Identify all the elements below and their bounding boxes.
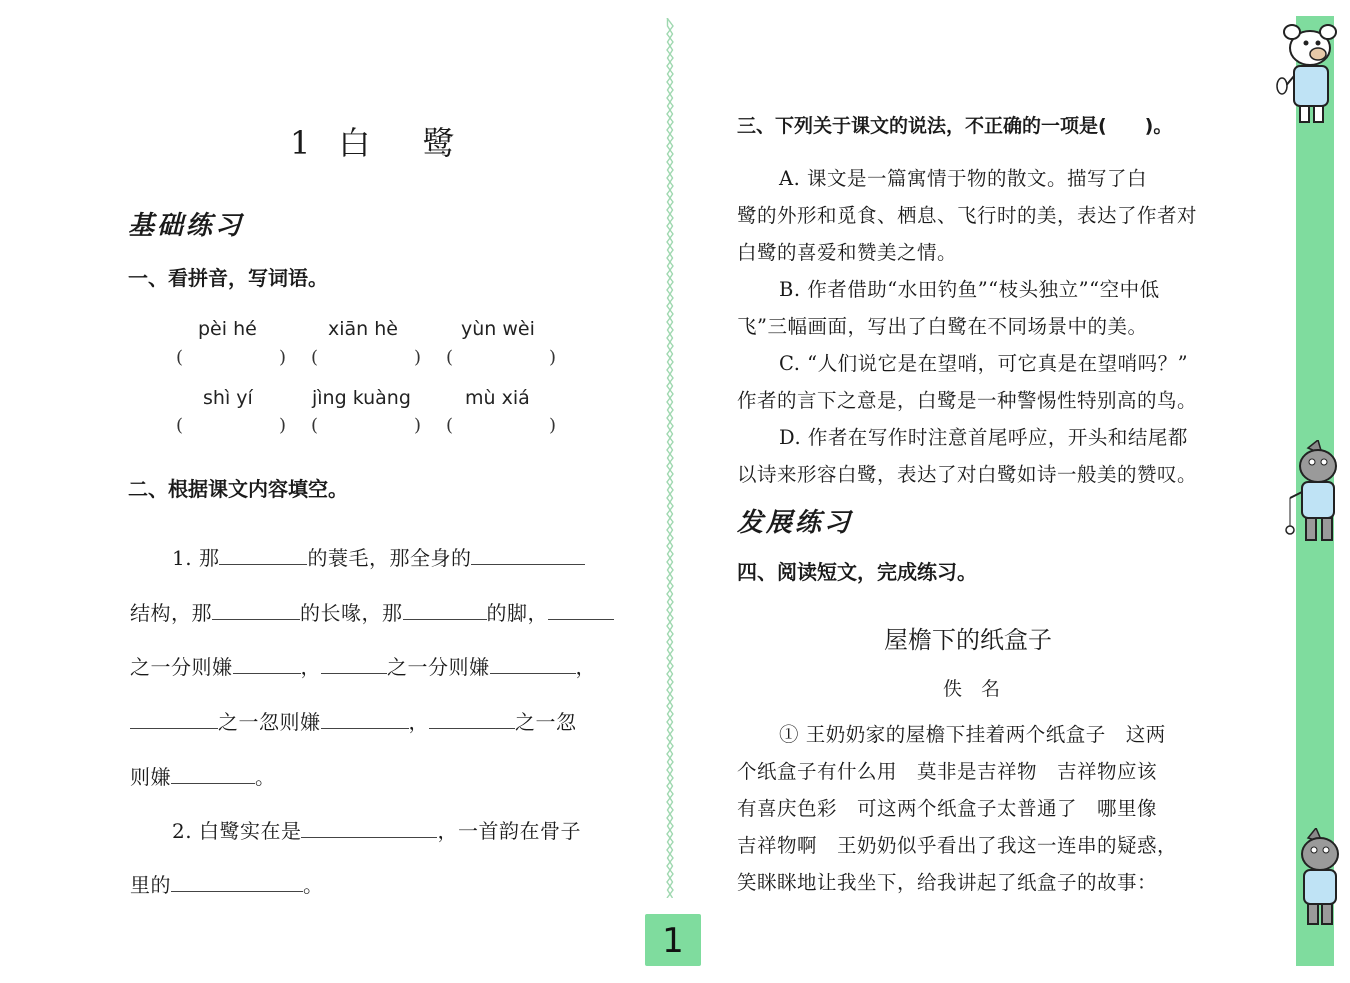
blank-input[interactable] bbox=[130, 707, 218, 729]
fill-line-1: 1. 那 的蓑毛，那全身的 bbox=[172, 540, 585, 577]
cartoon-pig-icon bbox=[1270, 18, 1348, 126]
story-line-2: 个纸盒子有什么用 莫非是吉祥物 吉祥物应该 bbox=[737, 760, 1158, 783]
cartoon-wolf-yoyo-icon bbox=[1278, 440, 1346, 550]
question-2-title: 二、根据课文内容填空。 bbox=[128, 477, 348, 501]
blank-input[interactable] bbox=[403, 598, 487, 620]
blank-input[interactable] bbox=[301, 816, 437, 838]
story-author: 佚 名 bbox=[943, 678, 1001, 700]
question-3-options bbox=[737, 160, 1227, 493]
page-divider bbox=[664, 18, 676, 898]
answer-box-3[interactable]: ( ) bbox=[446, 347, 556, 368]
answer-box-2[interactable]: ( ) bbox=[311, 347, 421, 368]
lesson-name: 白 鹭 bbox=[338, 124, 465, 162]
fill-line-5: 则嫌 。 bbox=[130, 759, 276, 796]
blank-input[interactable] bbox=[321, 652, 387, 674]
pinyin-6: mù xiá bbox=[465, 387, 530, 409]
pinyin-1: pèi hé bbox=[198, 318, 257, 340]
blank-input[interactable] bbox=[171, 762, 255, 784]
pinyin-2: xiān hè bbox=[328, 318, 398, 340]
story-line-1: ① 王奶奶家的屋檐下挂着两个纸盒子 这两 bbox=[779, 723, 1166, 746]
lesson-title bbox=[290, 118, 464, 164]
section-heading-basic: 基础练习 bbox=[128, 211, 245, 241]
question-1-title: 一、看拼音，写词语。 bbox=[128, 266, 328, 290]
pinyin-3: yùn wèi bbox=[461, 318, 535, 340]
pinyin-5: jìng kuàng bbox=[312, 387, 411, 409]
option-c-line-1: C. “人们说它是在望哨，可它真是在望哨吗？” bbox=[779, 352, 1189, 375]
option-a-line-2: 鹭的外形和觅食、栖息、飞行时的美，表达了作者对 bbox=[737, 204, 1198, 227]
answer-box-5[interactable]: ( ) bbox=[311, 415, 421, 436]
option-b-line-1: B. 作者借助“水田钓鱼”“枝头独立”“空中低 bbox=[779, 278, 1160, 301]
question-3-title: 三、下列关于课文的说法，不正确的一项是( )。 bbox=[737, 115, 1173, 137]
blank-input[interactable] bbox=[429, 707, 515, 729]
blank-input[interactable] bbox=[219, 543, 307, 565]
option-d-line-1: D. 作者在写作时注意首尾呼应，开头和结尾都 bbox=[779, 426, 1188, 449]
option-c-line-2: 作者的言下之意是，白鹭是一种警惕性特别高的鸟。 bbox=[737, 389, 1198, 412]
page-number: 1 bbox=[645, 914, 701, 966]
blank-input[interactable] bbox=[471, 543, 585, 565]
answer-box-6[interactable]: ( ) bbox=[446, 415, 556, 436]
fill-line-7: 里的 。 bbox=[130, 867, 324, 904]
blank-input[interactable] bbox=[490, 652, 576, 674]
answer-box-1[interactable]: ( ) bbox=[176, 347, 286, 368]
blank-input[interactable] bbox=[233, 652, 301, 674]
blank-input[interactable] bbox=[171, 870, 303, 892]
blank-input[interactable] bbox=[321, 707, 409, 729]
blank-input[interactable] bbox=[212, 598, 300, 620]
blank-input[interactable] bbox=[548, 598, 614, 620]
option-a-line-3: 白鹭的喜爱和赞美之情。 bbox=[737, 241, 958, 264]
pinyin-4: shì yí bbox=[203, 387, 253, 409]
question-4-title: 四、阅读短文，完成练习。 bbox=[737, 560, 977, 584]
section-heading-develop: 发展练习 bbox=[737, 508, 854, 538]
fill-line-3: 之一分则嫌 ， 之一分则嫌 ， bbox=[130, 649, 596, 686]
story-line-3: 有喜庆色彩 可这两个纸盒子太普通了 哪里像 bbox=[737, 797, 1158, 820]
fill-line-4: 之一忽则嫌 ， 之一忽 bbox=[130, 704, 577, 741]
fill-line-2: 结构，那 的长喙，那 的脚， bbox=[130, 595, 614, 632]
option-d-line-2: 以诗来形容白鹭，表达了对白鹭如诗一般美的赞叹。 bbox=[737, 463, 1198, 486]
story-paragraph-1 bbox=[737, 716, 1227, 901]
story-line-4: 吉祥物啊 王奶奶似乎看出了我这一连串的疑惑， bbox=[737, 834, 1178, 857]
cartoon-wolf-icon bbox=[1282, 828, 1348, 928]
option-b-line-2: 飞”三幅画面，写出了白鹭在不同场景中的美。 bbox=[737, 315, 1148, 338]
story-line-5: 笑眯眯地让我坐下，给我讲起了纸盒子的故事： bbox=[737, 871, 1158, 894]
option-a-line-1: A. 课文是一篇寓情于物的散文。描写了白 bbox=[779, 167, 1147, 190]
fill-line-6: 2. 白鹭实在是 ，一首韵在骨子 bbox=[172, 813, 581, 850]
story-title: 屋檐下的纸盒子 bbox=[884, 626, 1052, 654]
lesson-number: 1 bbox=[290, 124, 313, 162]
answer-box-4[interactable]: ( ) bbox=[176, 415, 286, 436]
